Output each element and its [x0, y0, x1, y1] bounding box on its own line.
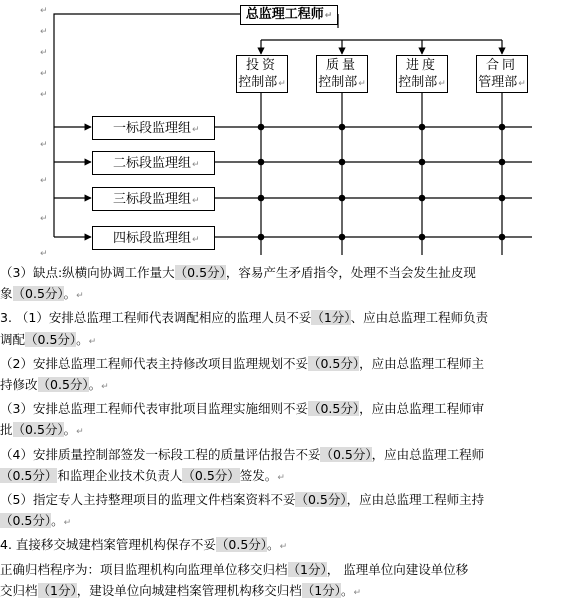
node [419, 124, 426, 131]
score-highlight: （1分） [301, 582, 341, 598]
paragraph-mark: ↵ [88, 336, 97, 347]
score-highlight: （1分） [37, 582, 77, 598]
paragraph-mark: ↵ [40, 69, 48, 79]
score-highlight: （1分） [287, 561, 327, 577]
score-highlight: （0.5分） [215, 537, 268, 553]
text-segment: （2）安排总监理工程师代表主持修改项目监理规划不妥 [0, 355, 308, 371]
text-segment: 。 [63, 422, 77, 438]
dept-box-contract [476, 55, 528, 93]
score-highlight: （0.5分） [0, 467, 58, 483]
text-segment: 象 [0, 286, 13, 302]
text-segment: ，应由总监理工程师主持 [346, 492, 485, 508]
text-segment: 和监理企业技术负责人 [57, 467, 183, 483]
score-highlight: （0.5分） [295, 492, 347, 508]
dept-label-line2: 控制部 [238, 75, 278, 90]
section-label: 一标段监理组 [113, 121, 192, 136]
paragraph-mark: ↵ [279, 542, 288, 553]
dept-label-line1: 进度 [405, 58, 438, 73]
text-line [0, 398, 572, 419]
text-line [0, 510, 572, 534]
chief-supervisor-label: 总监理工程师 [245, 7, 324, 22]
node [419, 195, 426, 202]
text-line [0, 283, 572, 307]
paragraph-mark: ↵ [324, 11, 333, 21]
score-highlight: （1分） [311, 310, 351, 326]
paragraph-mark: ↵ [63, 518, 72, 529]
dept-box-quality [316, 55, 368, 93]
score-highlight: （0.5分） [307, 355, 360, 371]
score-highlight: （0.5分） [174, 265, 226, 280]
score-highlight: （0.5分） [0, 513, 52, 529]
text-segment: 批 [0, 422, 13, 438]
paragraph-mark: ↵ [40, 6, 48, 16]
text-line [0, 353, 572, 374]
text-line [0, 489, 572, 510]
paragraph-mark: ↵ [40, 176, 48, 186]
text-line [0, 419, 572, 443]
text-segment: 。 [63, 286, 77, 302]
node [419, 234, 426, 241]
paragraph-mark: ↵ [278, 79, 286, 89]
text-segment: 。 [88, 377, 102, 393]
text-line [0, 580, 572, 604]
paragraph-mark: ↵ [192, 235, 200, 245]
node [339, 195, 346, 202]
chief-supervisor-box [240, 5, 338, 25]
paragraph-mark: ↵ [518, 79, 526, 89]
paragraph-mark: ↵ [76, 291, 84, 302]
text-segment: ，应由总监理工程师主 [359, 355, 485, 371]
text-segment: 交归档 [0, 582, 38, 598]
paragraph-mark: ↵ [192, 125, 200, 135]
text-segment: ，建设单位向城建档案管理机构移交归档 [76, 582, 302, 598]
paragraph-mark: ↵ [40, 140, 48, 150]
text-segment: 正确归档程序为：项目监理机构向监理单位移交归档 [0, 561, 288, 577]
paragraph-mark: ↵ [40, 249, 48, 259]
text-segment: （4）安排质量控制部签发一标段工程的质量评估报告不妥 [0, 446, 321, 462]
text-segment: 3. （1）安排总监理工程师代表调配相应的监理人员不妥 [0, 310, 312, 326]
score-highlight: （0.5分） [320, 446, 372, 462]
text-segment: （5）指定专人主持整理项目的监理文件档案资料不妥 [0, 492, 296, 508]
score-highlight: （0.5分） [307, 401, 360, 417]
text-segment: ， 监理单位向建设单位移 [326, 561, 469, 577]
answer-text-block [0, 262, 572, 604]
dept-label-line2: 控制部 [398, 75, 438, 90]
paragraph-mark: ↵ [353, 587, 361, 598]
node [258, 195, 265, 202]
score-highlight: （0.5分） [182, 467, 240, 483]
text-line [0, 374, 572, 398]
text-segment: ，容易产生矛盾指令，处理不当会发生扯皮现 [225, 265, 476, 280]
text-segment: 持修改 [0, 377, 38, 393]
node [258, 234, 265, 241]
node [258, 159, 265, 166]
text-line [0, 329, 572, 353]
text-segment: ，应由总监理工程师 [371, 446, 485, 462]
paragraph-mark: ↵ [40, 27, 48, 37]
text-segment: ，应由总监理工程师审 [359, 401, 485, 417]
dept-box-investment [236, 55, 288, 93]
paragraph-mark: ↵ [358, 79, 366, 89]
text-line [0, 559, 572, 580]
text-segment: 4. 直接移交城建档案管理机构保存不妥 [0, 537, 216, 553]
node [339, 124, 346, 131]
paragraph-mark: ↵ [40, 48, 48, 58]
paragraph-mark: ↵ [76, 427, 84, 438]
dept-label-line1: 质量 [325, 58, 358, 73]
text-segment: 签发。 [239, 467, 278, 483]
text-segment: （3）安排总监理工程师代表审批项目监理实施细则不妥 [0, 401, 308, 417]
dept-label-line1: 投资 [245, 58, 278, 73]
node [419, 159, 426, 166]
text-segment: 。 [76, 331, 89, 347]
section-box-1 [92, 116, 215, 140]
score-highlight: （0.5分） [12, 286, 64, 302]
org-chart-lines [0, 0, 572, 262]
text-segment: 。 [340, 582, 354, 598]
paragraph-mark: ↵ [192, 160, 200, 170]
node [339, 234, 346, 241]
section-box-4 [92, 226, 215, 250]
node [499, 195, 506, 202]
section-box-3 [92, 187, 215, 211]
section-label: 三标段监理组 [113, 192, 192, 207]
text-segment: （3）缺点:纵横向协调工作量大 [0, 265, 175, 280]
node [499, 234, 506, 241]
text-line [0, 307, 572, 328]
text-line [0, 444, 572, 465]
text-line [0, 262, 572, 283]
section-label: 四标段监理组 [113, 231, 192, 246]
section-label: 二标段监理组 [113, 156, 192, 171]
score-highlight: （0.5分） [37, 377, 89, 393]
paragraph-mark: ↵ [438, 79, 446, 89]
node [339, 159, 346, 166]
dept-box-schedule [396, 55, 448, 93]
node [499, 124, 506, 131]
text-segment: 调配 [0, 331, 26, 347]
dept-label-line2: 控制部 [318, 75, 358, 90]
paragraph-mark: ↵ [40, 214, 48, 224]
dept-label-line1: 合同 [485, 58, 518, 73]
text-segment: 。 [267, 537, 280, 553]
paragraph-mark: ↵ [192, 196, 200, 206]
text-line [0, 534, 572, 558]
text-line [0, 465, 572, 489]
score-highlight: （0.5分） [25, 331, 77, 347]
score-highlight: （0.5分） [12, 422, 64, 438]
node [499, 159, 506, 166]
paragraph-mark: ↵ [277, 472, 285, 483]
section-box-2 [92, 151, 215, 175]
paragraph-mark: ↵ [40, 90, 48, 100]
text-segment: 、应由总监理工程师负责 [350, 310, 489, 326]
paragraph-mark: ↵ [101, 382, 109, 393]
node [258, 124, 265, 131]
text-segment: 。 [51, 513, 64, 529]
dept-label-line2: 管理部 [478, 75, 518, 90]
